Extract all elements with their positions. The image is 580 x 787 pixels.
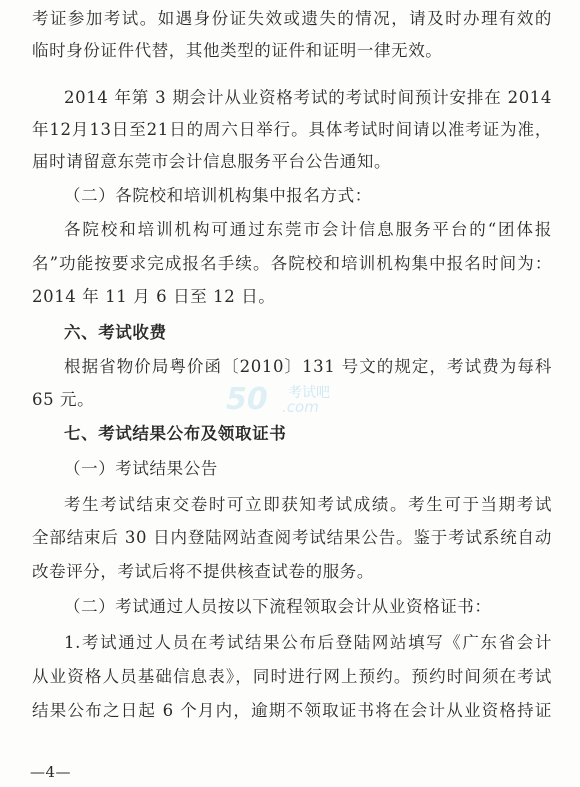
paragraph-line: 全部结束后 30 日内登陆网站查阅考试结果公告。鉴于考试系统自动 bbox=[32, 528, 552, 547]
section-heading: 七、考试结果公布及领取证书 bbox=[64, 424, 287, 443]
subsection-heading: （二）各院校和培训机构集中报名方式： bbox=[64, 186, 372, 205]
watermark-name: 考试吧 bbox=[288, 385, 330, 401]
page-number: —4— bbox=[30, 763, 72, 781]
subsection-heading: （一）考试结果公告 bbox=[64, 459, 218, 478]
paragraph-line: 根据省物价局粤价函〔2010〕131 号文的规定，考试费为每科 bbox=[64, 357, 552, 376]
watermark-logo bbox=[226, 382, 356, 422]
paragraph-line: 2014 年第 3 期会计从业资格考试的考试时间预计安排在 2014 bbox=[64, 88, 552, 107]
watermark-domain: .com bbox=[282, 398, 319, 416]
paragraph-line: 考证参加考试。如遇身份证失效或遗失的情况，请及时办理有效的 bbox=[32, 9, 552, 28]
paragraph-line: 临时身份证件代替，其他类型的证件和证明一律无效。 bbox=[32, 41, 443, 60]
paragraph-line: 考生考试结束交卷时可立即获知考试成绩。考生可于当期考试 bbox=[64, 495, 552, 514]
paragraph-line: 2014 年 11 月 6 日至 12 日。 bbox=[32, 287, 276, 306]
section-heading: 六、考试收费 bbox=[64, 323, 167, 342]
paragraph-line: 从业资格人员基础信息表》，同时进行网上预约。预约时间须在考试 bbox=[32, 667, 552, 686]
paragraph-line: 名”功能按要求完成报名手续。各院校和培训机构集中报名时间为： bbox=[32, 254, 552, 273]
subsection-heading: （二）考试通过人员按以下流程领取会计从业资格证书： bbox=[64, 597, 492, 616]
paragraph-line: 65 元。 bbox=[32, 390, 95, 409]
paragraph-line: 改卷评分，考试后将不提供核查试卷的服务。 bbox=[32, 562, 374, 581]
paragraph-line: 届时请留意东莞市会计信息服务平台公告通知。 bbox=[32, 152, 392, 171]
paragraph-line: 结果公布之日起 6 个月内，逾期不领取证书将在会计从业资格持证 bbox=[32, 701, 552, 720]
watermark-mark: 50 bbox=[226, 382, 268, 417]
paragraph-line: 年12月13日至21日的周六日举行。具体考试时间请以准考证为准， bbox=[32, 120, 552, 139]
paragraph-line: 1.考试通过人员在考试结果公布后登陆网站填写《广东省会计 bbox=[64, 633, 552, 652]
paragraph-line: 各院校和培训机构可通过东莞市会计信息服务平台的“团体报 bbox=[64, 220, 552, 239]
